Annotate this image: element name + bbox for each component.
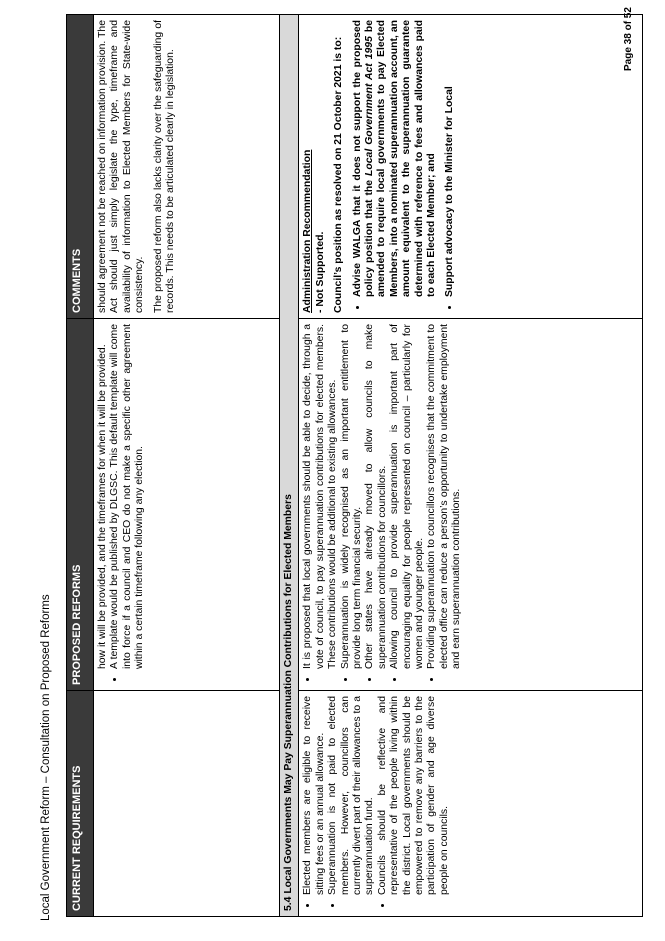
list-item: • It is proposed that local governments should be able to decide, through a vote of council, to pay superannuation contributions for elected members. These contributions would be additional to existing allowances. [302,324,339,669]
comment-paragraph: The proposed reform also lacks clarity over the safeguarding of records. This needs to be articulated clearly in legislation. [152,20,177,313]
council-resolution: Council’s position as resolved on 21 October 2021 is to: [333,36,345,313]
admin-recommendation [302,20,327,313]
current-list [302,696,451,911]
table-header-row [67,15,94,917]
list-item: • Superannuation is not paid to elected members. However, councillors can currently divert part of their allowances to a superannuation fund. [327,696,377,895]
column-header-proposed: PROPOSED REFORMS [67,319,94,691]
document-title: Local Government Reform – Consultation on Proposed Reforms [40,594,52,921]
bullet-text: be amended to require local governments to pay Elected Members, into a nominated superannuation account, an amount equivalent to the superannuation guarantee determined with reference to fees and allowances paid to each Elected Member; and [364,20,438,297]
proposed-lead-text: how it will be provided, and the timeframes for when it will be provided. [97,344,108,669]
page-number: Page 38 of 52 [623,7,634,71]
table-row [299,15,643,917]
table-row [94,15,280,917]
list-item: • Superannuation is widely recognised as an important entitlement to provide long term financial security. [340,324,365,669]
section-heading-row [280,15,299,917]
column-header-comments: COMMENTS [67,15,94,319]
list-item: • Councils should be reflective and representative of the people living within the district. Local governments should be empowered to remove any barriers to the participation of gender and age diverse people on councils. [377,696,451,895]
proposed-cell [299,319,643,691]
comments-cell [299,15,643,319]
current-cell [299,691,643,917]
comments-list [352,20,457,313]
current-cell [94,691,280,917]
section-heading: 5.4 Local Governments May Pay Superannuation Contributions for Elected Members [280,15,299,917]
comment-paragraph: should agreement not be reached on information provision. The Act should just simply legislate the type, timeframe and availability of information to Elected Members for State-wide consistency. [97,20,146,313]
list-item: • Elected members are eligible to receive sitting fees or an annual allowance. [302,696,327,895]
proposed-list [109,324,146,685]
act-name: Local Government Act 1995 [364,36,376,176]
column-header-current: CURRENT REQUIREMENTS [67,691,94,917]
comments-cell [94,15,280,319]
bullet-text: Advise WALGA that it does not support the proposed policy position that the [351,20,376,297]
list-item: • A template would be published by DLGSC. This default template will come into force if a council and CEO do not make a specific other agreement within a certain timeframe following any election. [109,324,146,669]
admin-rec-label: Administration Recommendation [302,149,314,313]
list-item: • Allowing council to provide superannuation is important part of encouraging equality for people represented on council – particularly for women and younger people. [389,324,426,669]
list-item: • Other states have already moved to allow councils to make superannuation contributions for councillors. [364,324,389,669]
reform-table [66,14,643,917]
list-item: • Support advocacy to the Minister for Local [444,20,456,297]
admin-rec-value: - Not Supported. [314,231,326,313]
list-item [352,20,439,297]
proposed-cell [94,319,280,691]
list-item: • Providing superannuation to councillors recognises that the commitment to elected office can reduce a person’s opportunity to undertake employment and earn superannuation contributions. [426,324,463,669]
proposed-list [302,324,463,685]
